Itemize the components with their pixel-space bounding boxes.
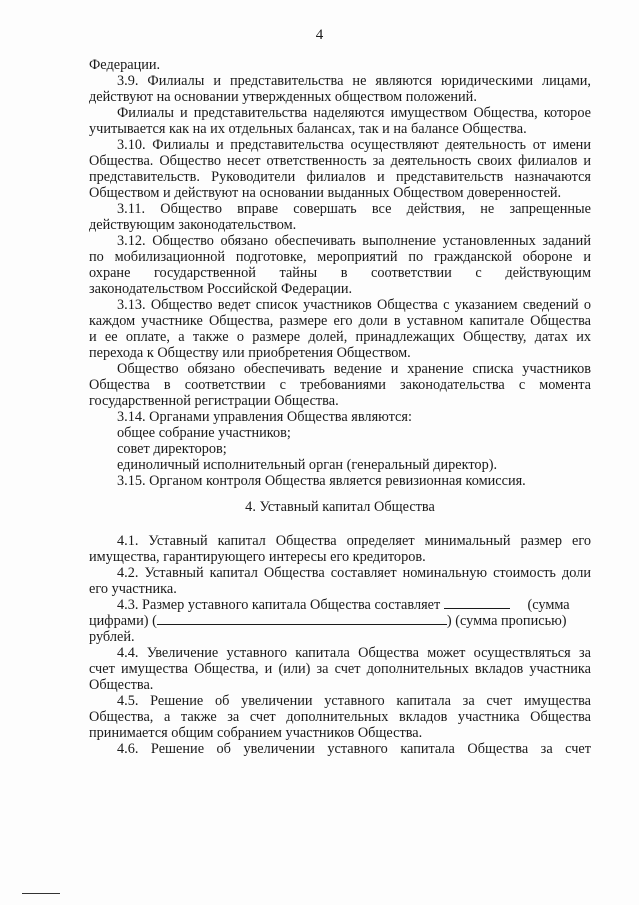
text-line: Обществом и действуют на основании выданных Обществом доверенностей. <box>89 185 562 201</box>
clause-3-10: 3.10. Филиалы и представительства осуществляют деятельность от имени <box>117 137 591 153</box>
clause-4-2: 4.2. Уставный капитал Общества составляет номинальную стоимость доли <box>117 565 591 581</box>
text-line: действующим законодательством. <box>89 217 297 233</box>
clause-3-11: 3.11. Общество вправе совершать все действия, не запрещенные <box>117 201 591 217</box>
text-line: перехода к Обществу или приобретения Обществом. <box>89 345 411 361</box>
text-line: Общество обязано обеспечивать ведение и хранение списка участников <box>117 361 591 377</box>
clause-4-6: 4.6. Решение об увеличении уставного капитала Общества за счет <box>117 741 591 757</box>
text-line: законодательством Российской Федерации. <box>89 281 353 297</box>
text-line: Общества в соответствии с требованиями законодательства с момента <box>89 377 591 393</box>
footnote-rule <box>22 893 60 894</box>
list-item: единоличный исполнительный орган (генеральный директор). <box>117 457 498 473</box>
clause-3-9: 3.9. Филиалы и представительства не являются юридическими лицами, <box>117 73 591 89</box>
clause-3-14: 3.14. Органами управления Общества являются: <box>117 409 412 425</box>
list-item: общее собрание участников; <box>117 425 291 441</box>
clause-3-12: 3.12. Общество обязано обеспечивать выполнение установленных заданий <box>117 233 591 249</box>
text-line: счет имущества Общества, и (или) за счет дополнительных вкладов участника <box>89 661 591 677</box>
document-body <box>89 57 591 757</box>
text-fragment: 4.3. Размер уставного капитала Общества составляет <box>117 597 441 613</box>
text-line: рублей. <box>89 629 135 645</box>
amount-in-words-blank <box>157 624 447 625</box>
text-fragment: цифрами) ( <box>89 613 157 629</box>
page-number: 4 <box>315 27 324 43</box>
text-line: государственной регистрации Общества. <box>89 393 339 409</box>
text-line: действуют на основании утвержденных обществом положений. <box>89 89 477 105</box>
clause-4-3 <box>89 597 591 613</box>
text-line: имущества, гарантирующего интересы его кредиторов. <box>89 549 426 565</box>
text-line: охране государственной тайны в соответствии с действующим <box>89 265 591 281</box>
text-line: Филиалы и представительства наделяются имуществом Общества, которое <box>117 105 591 121</box>
text-line: его участника. <box>89 581 177 597</box>
text-line <box>89 613 591 629</box>
list-item: совет директоров; <box>117 441 227 457</box>
text-line: Федерации. <box>89 57 161 73</box>
text-line: Общества. <box>89 677 154 693</box>
text-line: принимается общим собранием участников Общества. <box>89 725 423 741</box>
text-line: учитывается как на их отдельных балансах, так и на балансе Общества. <box>89 121 527 137</box>
text-line: Общества. Общество несет ответственность за деятельность своих филиалов и <box>89 153 591 169</box>
text-line: каждом участнике Общества, размере его доли в уставном капитале Общества <box>89 313 591 329</box>
clause-4-1: 4.1. Уставный капитал Общества определяет минимальный размер его <box>117 533 591 549</box>
text-line: по мобилизационной подготовке, мероприятий по гражданской обороне и <box>89 249 591 265</box>
text-fragment: (сумма <box>527 597 570 613</box>
clause-3-13: 3.13. Общество ведет список участников Общества с указанием сведений о <box>117 297 591 313</box>
text-fragment: ) (сумма прописью) <box>446 613 567 629</box>
amount-blank <box>444 608 510 609</box>
text-line: представительств. Руководители филиалов и представительств назначаются <box>89 169 591 185</box>
clause-3-15: 3.15. Органом контроля Общества является ревизионная комиссия. <box>117 473 526 489</box>
text-line: и ее оплате, а также о размере долей, принадлежащих Обществу, датах их <box>89 329 591 345</box>
clause-4-4: 4.4. Увеличение уставного капитала Общества может осуществляться за <box>117 645 591 661</box>
clause-4-5: 4.5. Решение об увеличении уставного капитала за счет имущества <box>117 693 591 709</box>
section-heading: 4. Уставный капитал Общества <box>245 499 435 515</box>
text-line: Общества, а также за счет дополнительных вкладов участника Общества <box>89 709 591 725</box>
